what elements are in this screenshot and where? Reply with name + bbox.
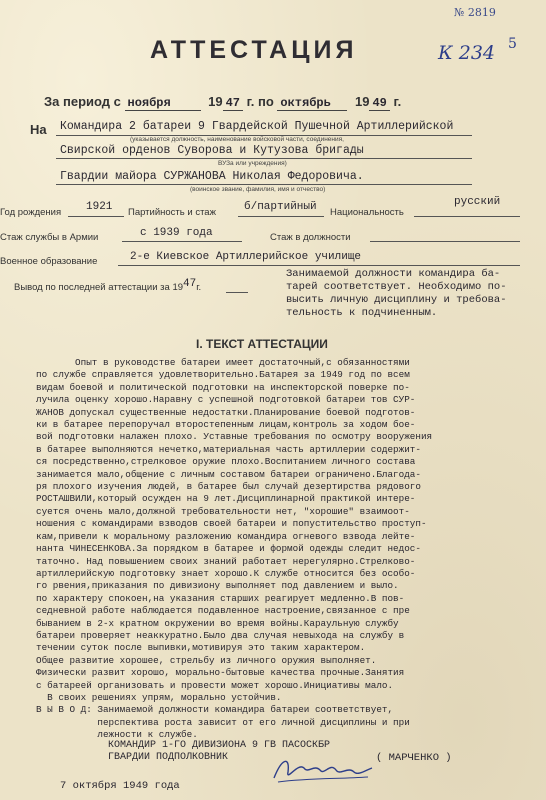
rank-name-hint: (воинское звание, фамилия, имя и отчество) (190, 186, 326, 193)
period-to-month: октябрь (277, 96, 347, 111)
position-tenure-label: Стаж в должности (270, 232, 351, 243)
text-line: по службе справляется удовлетворительно.Батарея за 1949 год по всем (36, 369, 410, 381)
text-line: нанта ЧИНЕСЕНКОВА.За порядком в батарее и формой одежды следит недос- (36, 543, 421, 555)
party-label: Партийность и стаж (128, 207, 216, 218)
archive-stamp-number: № 2819 (454, 6, 496, 19)
text-line: вой подготовки налажен плохо. Уставные требования по осмотру вооружения (36, 431, 433, 443)
text-line: ЖАНОВ допускал существенные недостатки.Планирование боевой подготов- (36, 406, 416, 418)
education: 2-е Киевское Артиллерийское училище (130, 251, 362, 263)
text-line: Физически развит хорошо, морально-бытовые качества прочные.Занятия (36, 667, 405, 679)
last-conclusion-text (286, 268, 507, 320)
text-line: ношения с командирами взводов своей батареи и попустительство проступ- (36, 518, 427, 530)
text-line: кам,привели к моральному разложению командира огневого взвода лейте- (36, 530, 416, 542)
text-line: седневной работе наблюдается подавленное настроение,связанное с пре (36, 605, 410, 617)
period-label: За период с (44, 94, 121, 109)
text-line: лежности к службе. (36, 729, 198, 741)
period-year-suffix-2: г. (393, 94, 402, 109)
text-line: ки в батарее перепоручал второстепенным лицам,контроль за ходом бое- (36, 419, 416, 431)
text-line: в батарее выполняются нечетко,материальная часть артиллерии содержит- (36, 443, 421, 455)
text-line: ся посредственно,стрелковое оружие плохо.Воспитанием личного состава (36, 456, 416, 468)
signatory-position: КОМАНДИР 1-ГО ДИВИЗИОНА 9 ГВ ПАСОСКБР (108, 740, 331, 751)
text-line: занимается мало,общение с личным составом батареи ограничено.Благода- (36, 468, 421, 480)
period-year-suffix-1: г. по (246, 94, 274, 109)
period-from-month: ноября (125, 96, 201, 111)
position-line-2: Свирской орденов Суворова и Кутузова бригады (60, 144, 364, 157)
last-conclusion-label (14, 278, 202, 294)
period-from-year: 47 (223, 96, 243, 111)
attestation-text (36, 357, 536, 742)
text-line: течении суток после выпивки,мотивируя это таким характером. (36, 642, 366, 654)
text-line: с батареей организовать и провести может хорошо.Инициативы мало. (36, 679, 394, 691)
text-line: видам боевой и политической подготовки на инспекторской поверке по- (36, 381, 410, 393)
period-year-prefix-1: 19 (208, 94, 223, 109)
nationality: русский (454, 196, 501, 208)
service: с 1939 года (140, 227, 213, 239)
last-conclusion-suffix: г. (196, 282, 202, 293)
birth-year-label: Год рождения (0, 207, 62, 218)
text-line: таточно. Над повышением своих знаний работает нерегулярно.Стрелково- (36, 555, 416, 567)
last-conclusion-line: тельность к подчиненным. (286, 307, 438, 319)
period-to-year: 49 (369, 96, 389, 111)
text-line: быванием в 2-х кратном окружении во время войны.Караульную службу (36, 617, 399, 629)
position-hint: (указывается должность, наименование войсковой части, соединения, (130, 136, 344, 143)
handwritten-signature (268, 748, 378, 788)
service-label: Стаж службы в Армии (0, 232, 99, 243)
last-conclusion-year: 47 (183, 278, 197, 290)
text-line: Общее развитие хорошее, стрельбу из личного оружия выполняет. (36, 654, 377, 666)
text-line: суется очень мало,должной требовательности нет, "хорошие" взаимоот- (36, 505, 410, 517)
party: б/партийный (244, 201, 317, 213)
document-title: АТТЕСТАЦИЯ (150, 36, 358, 64)
file-mark: К 234 (438, 42, 496, 64)
text-line: В своих решениях упрям, морально устойчив. (36, 691, 282, 703)
text-line: ря плохого изучения людей, в батарее был случай дезертирства рядового (36, 481, 421, 493)
text-line: артиллерийскую подготовку знает хорошо.К службе относится без особо- (36, 567, 416, 579)
text-line: Опыт в руководстве батареи имеет достаточный,с обязанностями (36, 357, 410, 368)
page-number: 5 (508, 36, 517, 52)
education-label: Военное образование (0, 256, 98, 267)
last-conclusion-line: высить личную дисциплину и требова- (286, 294, 507, 306)
signatory-name: ( МАРЧЕНКО ) (376, 752, 452, 764)
period-line (44, 94, 401, 111)
text-line: по характеру спокоен,на указания старших реагирует медленно.В пов- (36, 592, 405, 604)
period-year-prefix-2: 19 (355, 94, 370, 109)
text-line: лучила оценку хорошо.Наравну с успешной подготовкой батареи тов СУР- (36, 394, 416, 406)
text-line: РОСТАШВИЛИ,который осужден на 9 лет.Дисциплинарной практикой интере- (36, 493, 416, 505)
last-conclusion-label-text: Вывод по последней аттестации за 19 (14, 282, 184, 293)
text-line: го рвения,приказания по дивизиону выполняет под давлением и выло. (36, 580, 399, 592)
nationality-label: Национальность (330, 207, 404, 218)
signatory-rank: ГВАРДИИ ПОДПОЛКОВНИК (108, 752, 229, 763)
birth-year: 1921 (86, 201, 113, 213)
text-line: перспектива роста зависит от его личной дисциплины и при (36, 716, 410, 728)
text-line: В Ы В О Д: Занимаемой должности командира батареи соответствует, (36, 704, 394, 716)
last-conclusion-line: тарей соответствует. Необходимо по- (286, 281, 507, 293)
school-hint: ВУЗа или учреждения) (218, 160, 287, 167)
text-line: батареи проверяет неаккуратно.Было два случая невыхода на службу в (36, 629, 405, 641)
last-conclusion-line: Занимаемой должности командира ба- (286, 268, 501, 280)
section-heading: I. ТЕКСТ АТТЕСТАЦИИ (196, 337, 328, 351)
document-date: 7 октября 1949 года (60, 780, 180, 792)
position-line-1: Командира 2 батареи 9 Гвардейской Пушечной Артиллерийской (60, 120, 454, 133)
on-label: На (30, 122, 47, 137)
rank-name: Гвардии майора СУРЖАНОВА Николая Федоровича. (60, 170, 364, 183)
